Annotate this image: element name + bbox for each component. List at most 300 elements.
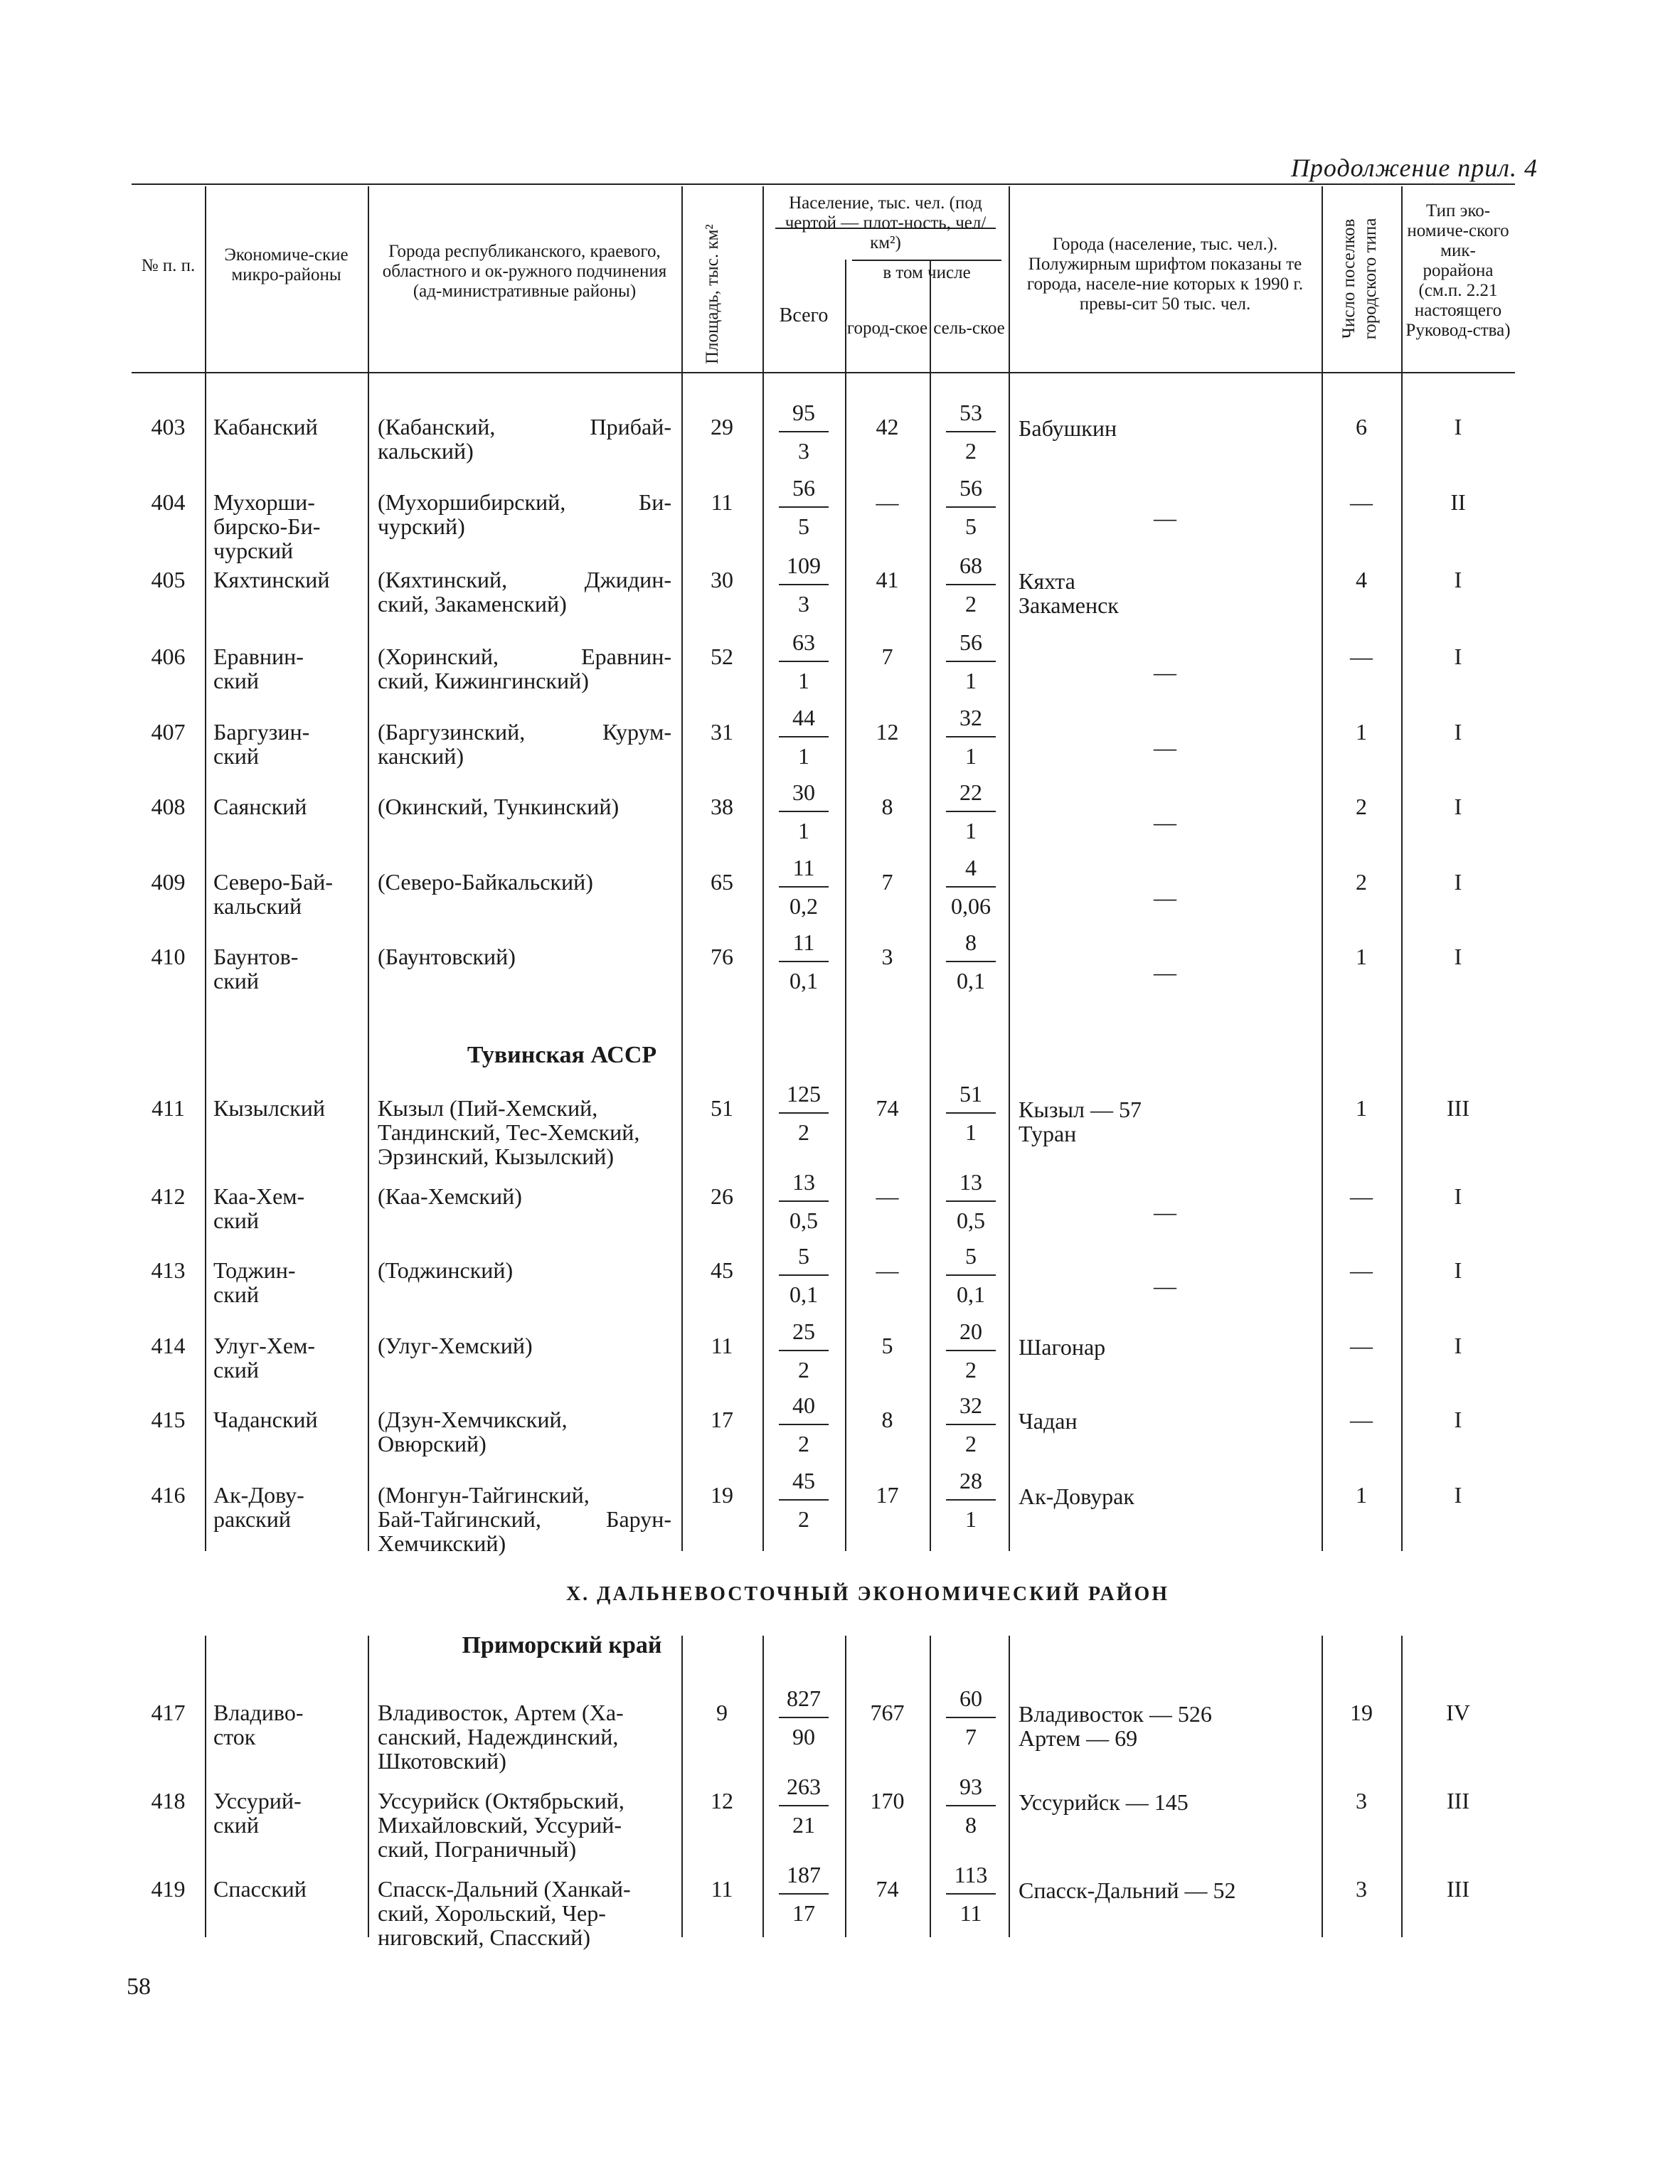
fraction-bar — [779, 1499, 829, 1501]
rural-density: 11 — [959, 1900, 982, 1926]
microdistrict-type: I — [1454, 567, 1462, 592]
settlements-count: 3 — [1356, 1876, 1367, 1902]
area-value: 11 — [711, 1876, 733, 1902]
rural-population-fraction — [932, 1169, 1010, 1233]
column-rule — [762, 1636, 764, 1937]
rural-density: 0,1 — [957, 1282, 985, 1307]
population-total: 263 — [787, 1774, 821, 1799]
settlements-count: 2 — [1356, 794, 1367, 819]
cities-line-justified — [378, 1506, 671, 1532]
town-name: Чадан — [1019, 1408, 1078, 1434]
rural-population-fraction — [932, 1081, 1010, 1145]
cities-word: Джидин- — [584, 567, 671, 592]
settlements-count: 19 — [1350, 1700, 1373, 1725]
fraction-bar — [779, 1274, 829, 1276]
population-total: 45 — [792, 1468, 815, 1493]
total-population-fraction — [765, 1243, 843, 1307]
fraction-bar — [946, 886, 996, 888]
settlements-count: 2 — [1356, 869, 1367, 895]
cities-line: (Баунтовский) — [378, 944, 516, 969]
row-number: 411 — [151, 1095, 185, 1121]
column-rule — [930, 260, 931, 1551]
population-density: 2 — [798, 1357, 809, 1383]
row-number: 405 — [151, 567, 186, 592]
microdistrict-type: I — [1454, 794, 1462, 819]
fraction-bar — [779, 1350, 829, 1351]
total-population-fraction — [765, 1319, 843, 1383]
micro-district-name: Каа-Хем- — [213, 1183, 305, 1209]
cities-line: ский, Хорольский, Чер- — [378, 1900, 606, 1926]
microdistrict-type: I — [1454, 1407, 1462, 1432]
urban-population: 74 — [876, 1095, 899, 1121]
town-name: — — [1154, 1199, 1176, 1225]
fraction-bar — [946, 1200, 996, 1202]
cities-line-justified — [378, 414, 671, 440]
rural-population: 56 — [959, 629, 982, 655]
town-name: Шагонар — [1019, 1334, 1106, 1360]
fraction-bar — [779, 584, 829, 585]
cities-line: канский) — [378, 743, 464, 769]
area-value: 29 — [711, 414, 733, 440]
header-population: Население, тыс. чел. (под чертой — плот-ность, чел/км²) — [785, 193, 987, 252]
urban-population: 12 — [876, 719, 899, 745]
row-number: 404 — [151, 489, 186, 515]
settlements-count: 3 — [1356, 1788, 1367, 1813]
row-number: 410 — [151, 944, 186, 969]
fraction-bar — [779, 1717, 829, 1718]
fraction-bar — [779, 886, 829, 888]
town-name: — — [1154, 505, 1176, 531]
row-number: 415 — [151, 1407, 186, 1432]
rural-population: 5 — [965, 1243, 977, 1269]
settlements-count: 1 — [1356, 944, 1367, 969]
town-name: Ак-Довурак — [1019, 1483, 1134, 1509]
population-density: 1 — [798, 743, 809, 769]
rural-population: 113 — [954, 1862, 988, 1887]
row-number: 416 — [151, 1482, 186, 1508]
town-name: — — [1154, 959, 1176, 985]
total-population-fraction — [765, 1862, 843, 1926]
micro-district-name: ский — [213, 1357, 259, 1383]
town-name: Владивосток — 526 — [1019, 1701, 1212, 1727]
micro-district-name: Ак-Дову- — [213, 1482, 304, 1508]
micro-district-name: Уссурий- — [213, 1788, 302, 1813]
header-cities: Города республиканского, краевого, областного и ок-ружного подчинения (ад-министративные районы) — [382, 242, 667, 301]
settlements-count: 1 — [1356, 1482, 1367, 1508]
row-number: 412 — [151, 1183, 186, 1209]
urban-population: 8 — [881, 794, 893, 819]
population-total: 13 — [792, 1169, 815, 1195]
cities-word: Прибай- — [590, 414, 671, 440]
micro-district-name: ский — [213, 1282, 259, 1307]
rural-population-fraction — [932, 929, 1010, 994]
fraction-bar — [946, 1350, 996, 1351]
micro-district-name: Спасский — [213, 1876, 307, 1902]
population-density: 3 — [798, 591, 809, 617]
column-rule — [762, 186, 764, 1551]
rural-population: 4 — [965, 855, 977, 880]
rural-population: 32 — [959, 1392, 982, 1418]
urban-population: — — [876, 489, 899, 515]
population-density: 0,2 — [790, 893, 818, 919]
cities-line: Владивосток, Артем (Ха- — [378, 1700, 624, 1725]
micro-district-name: ский — [213, 968, 259, 994]
rural-population-fraction — [932, 629, 1010, 693]
settlements-count: 1 — [1356, 719, 1367, 745]
header-micro-districts: Экономиче-ские микро-районы — [224, 245, 349, 284]
rural-population: 8 — [965, 929, 977, 955]
micro-district-name: Кызылский — [213, 1095, 325, 1121]
area-value: 31 — [711, 719, 733, 745]
microdistrict-type: III — [1447, 1095, 1469, 1121]
area-value: 52 — [711, 644, 733, 669]
column-rule — [368, 1636, 369, 1937]
cities-line: (Северо-Байкальский) — [378, 869, 593, 895]
area-value: 19 — [711, 1482, 733, 1508]
area-value: 17 — [711, 1407, 733, 1432]
micro-district-name: кальский — [213, 893, 302, 919]
cities-word: (Баргузинский, — [378, 719, 526, 745]
region-title-primorye: Приморский край — [462, 1632, 662, 1658]
population-total: 11 — [792, 929, 815, 955]
total-population-fraction — [765, 1169, 843, 1233]
micro-district-name: Саянский — [213, 794, 307, 819]
rural-population-fraction — [932, 475, 1010, 539]
urban-population: 767 — [870, 1700, 905, 1725]
rural-density: 0,5 — [957, 1208, 985, 1233]
area-value: 11 — [711, 489, 733, 515]
rural-population-fraction — [932, 553, 1010, 617]
micro-district-name: Улуг-Хем- — [213, 1333, 316, 1358]
rural-population: 20 — [959, 1319, 982, 1344]
rural-population: 22 — [959, 779, 982, 805]
fraction-bar — [779, 1112, 829, 1114]
rural-population: 51 — [959, 1081, 982, 1107]
column-rule — [368, 186, 369, 1551]
cities-word: Бай-Тайгинский, — [378, 1506, 541, 1532]
settlements-count: 6 — [1356, 414, 1367, 440]
rural-population: 32 — [959, 705, 982, 730]
microdistrict-type: I — [1454, 944, 1462, 969]
rural-density: 2 — [965, 1357, 977, 1383]
header-number: № п. п. — [141, 256, 196, 275]
rural-density: 1 — [965, 1506, 977, 1532]
rural-population-fraction — [932, 1468, 1010, 1532]
total-population-fraction — [765, 779, 843, 843]
area-value: 76 — [711, 944, 733, 969]
rural-population: 68 — [959, 553, 982, 578]
cities-line: Спасск-Дальний (Ханкай- — [378, 1876, 631, 1902]
microdistrict-type: I — [1454, 1333, 1462, 1358]
microdistrict-type: I — [1454, 1257, 1462, 1283]
cities-word: (Мухоршибирский, — [378, 489, 566, 515]
micro-district-name: Чаданский — [213, 1407, 318, 1432]
population-density: 21 — [792, 1812, 815, 1838]
area-value: 11 — [711, 1333, 733, 1358]
fraction-bar — [779, 1200, 829, 1202]
microdistrict-type: I — [1454, 414, 1462, 440]
fraction-bar — [946, 1893, 996, 1895]
fraction-bar — [946, 1499, 996, 1501]
total-population-fraction — [765, 1774, 843, 1838]
cities-line: Кызыл (Пий-Хемский, — [378, 1095, 598, 1121]
urban-population: 74 — [876, 1876, 899, 1902]
area-value: 65 — [711, 869, 733, 895]
population-density: 0,5 — [790, 1208, 818, 1233]
micro-district-name: Северо-Бай- — [213, 869, 334, 895]
population-density: 0,1 — [790, 968, 818, 994]
micro-district-name: Владиво- — [213, 1700, 304, 1725]
rural-density: 2 — [965, 1431, 977, 1456]
fraction-bar — [946, 506, 996, 508]
population-density: 17 — [792, 1900, 815, 1926]
rural-population-fraction — [932, 400, 1010, 464]
cities-line: Эрзинский, Кызылский) — [378, 1144, 615, 1169]
fraction-bar — [946, 661, 996, 662]
rural-population: 56 — [959, 475, 982, 501]
rural-population: 13 — [959, 1169, 982, 1195]
cities-line: (Окинский, Тункинский) — [378, 794, 620, 819]
row-number: 408 — [151, 794, 186, 819]
cities-line: (Тоджинский) — [378, 1257, 514, 1283]
fraction-bar — [779, 961, 829, 962]
cities-line: Михайловский, Уссурий- — [378, 1812, 622, 1838]
column-rule — [930, 1636, 931, 1937]
town-name: Уссурийск — 145 — [1019, 1789, 1189, 1815]
header-towns: Города (население, тыс. чел.). Полужирным шрифтом показаны те города, населе-ние которых к 1990 г. превы-сит 50 тыс. чел. — [1026, 235, 1304, 314]
total-population-fraction — [765, 1468, 843, 1532]
settlements-count: 1 — [1356, 1095, 1367, 1121]
region-title-tuva: Тувинская АССР — [467, 1042, 657, 1068]
microdistrict-type: III — [1447, 1788, 1469, 1813]
total-population-fraction — [765, 929, 843, 994]
population-density: 3 — [798, 438, 809, 464]
urban-population: 17 — [876, 1482, 899, 1508]
header-including: в том числе — [883, 263, 971, 282]
row-number: 407 — [151, 719, 186, 745]
row-number: 418 — [151, 1788, 186, 1813]
fraction-bar — [946, 1274, 996, 1276]
urban-population: — — [876, 1183, 899, 1209]
micro-district-name: Баунтов- — [213, 944, 299, 969]
cities-line: (Дзун-Хемчикский, — [378, 1407, 568, 1432]
cities-line: ниговский, Спасский) — [378, 1924, 591, 1950]
rural-density: 2 — [965, 438, 977, 464]
population-density: 2 — [798, 1119, 809, 1145]
fraction-bar — [779, 1893, 829, 1895]
cities-line: санский, Надеждинский, — [378, 1724, 619, 1749]
town-name: Кызыл — 57 — [1019, 1097, 1142, 1122]
settlements-count: — — [1350, 489, 1373, 515]
microdistrict-type: I — [1454, 1482, 1462, 1508]
rural-population-fraction — [932, 1685, 1010, 1749]
fraction-bar — [946, 1112, 996, 1114]
rural-density: 8 — [965, 1812, 977, 1838]
rural-population-fraction — [932, 705, 1010, 769]
micro-district-name: сток — [213, 1724, 256, 1749]
total-population-fraction — [765, 629, 843, 693]
area-value: 9 — [716, 1700, 728, 1725]
rural-density: 1 — [965, 1119, 977, 1145]
cities-line: кальский) — [378, 438, 474, 464]
microdistrict-type: I — [1454, 719, 1462, 745]
cities-line-justified — [378, 489, 671, 515]
population-total: 40 — [792, 1392, 815, 1418]
cities-word: Еравнин- — [581, 644, 671, 669]
header-rural: сель-ское — [933, 319, 1005, 338]
fraction-bar — [779, 736, 829, 737]
area-value: 38 — [711, 794, 733, 819]
town-name: — — [1154, 735, 1176, 760]
rural-density: 0,1 — [957, 968, 985, 994]
rural-density: 1 — [965, 668, 977, 693]
row-number: 413 — [151, 1257, 186, 1283]
rural-population: 60 — [959, 1685, 982, 1711]
header-area: Площадь, тыс. км² — [703, 224, 722, 364]
column-rule — [205, 186, 206, 1551]
microdistrict-type: I — [1454, 869, 1462, 895]
rural-population-fraction — [932, 1774, 1010, 1838]
header-total: Всего — [779, 304, 829, 326]
urban-population: 7 — [881, 869, 893, 895]
urban-population: 8 — [881, 1407, 893, 1432]
population-total: 11 — [792, 855, 815, 880]
fraction-bar — [946, 736, 996, 737]
fraction-bar — [946, 961, 996, 962]
fraction-bar — [946, 584, 996, 585]
town-name: — — [1154, 1273, 1176, 1299]
population-total: 5 — [798, 1243, 809, 1269]
town-name: Туран — [1019, 1121, 1077, 1146]
town-name: Бабушкин — [1019, 415, 1117, 441]
rural-population-fraction — [932, 855, 1010, 919]
microdistrict-type: II — [1450, 489, 1466, 515]
fraction-bar — [779, 661, 829, 662]
row-number: 406 — [151, 644, 186, 669]
settlements-count: — — [1350, 1333, 1373, 1358]
fraction-bar — [946, 431, 996, 432]
fraction-bar — [946, 811, 996, 812]
population-density: 2 — [798, 1506, 809, 1532]
total-population-fraction — [765, 855, 843, 919]
cities-word: (Кяхтинский, — [378, 567, 508, 592]
cities-line: (Улуг-Хемский) — [378, 1333, 533, 1358]
micro-district-name: ский — [213, 668, 259, 693]
header-settlements: Число поселков городского типа — [1339, 218, 1380, 340]
row-number: 414 — [151, 1333, 186, 1358]
area-value: 12 — [711, 1788, 733, 1813]
microdistrict-type: I — [1454, 1183, 1462, 1209]
fraction-bar — [779, 506, 829, 508]
rural-population: 93 — [959, 1774, 982, 1799]
rural-density: 2 — [965, 591, 977, 617]
header-type: Тип эко-номиче-ского мик-рорайона (см.п. 2.21 настоящего Руковод-ства) — [1405, 201, 1511, 340]
urban-population: 42 — [876, 414, 899, 440]
rural-population: 28 — [959, 1468, 982, 1493]
rural-population-fraction — [932, 1392, 1010, 1456]
cities-line: ский, Закаменский) — [378, 591, 567, 617]
micro-district-name: Мухорши- — [213, 489, 315, 515]
population-total: 827 — [787, 1685, 821, 1711]
cities-line-justified — [378, 644, 671, 669]
cities-word: Барун- — [606, 1506, 671, 1532]
fraction-bar — [946, 1424, 996, 1425]
cities-word: Курум- — [602, 719, 671, 745]
micro-district-name: ракский — [213, 1506, 291, 1532]
total-population-fraction — [765, 1685, 843, 1749]
cities-line: (Каа-Хемский) — [378, 1183, 522, 1209]
town-name: Артем — 69 — [1019, 1725, 1138, 1751]
total-population-fraction — [765, 475, 843, 539]
population-total: 56 — [792, 475, 815, 501]
area-value: 30 — [711, 567, 733, 592]
rural-population: 53 — [959, 400, 982, 425]
settlements-count: — — [1350, 1183, 1373, 1209]
micro-district-name: ский — [213, 1812, 259, 1838]
urban-population: 7 — [881, 644, 893, 669]
population-density: 0,1 — [790, 1282, 818, 1307]
rural-density: 5 — [965, 513, 977, 539]
cities-line-justified — [378, 719, 671, 745]
section-title-far-east: X. ДАЛЬНЕВОСТОЧНЫЙ ЭКОНОМИЧЕСКИЙ РАЙОН — [565, 1583, 1170, 1605]
fraction-bar — [779, 811, 829, 812]
rural-population-fraction — [932, 779, 1010, 843]
area-value: 51 — [711, 1095, 733, 1121]
town-name: — — [1154, 885, 1176, 910]
microdistrict-type: I — [1454, 644, 1462, 669]
micro-district-name: Баргузин- — [213, 719, 310, 745]
incl-subheader-rule — [852, 260, 1001, 261]
micro-district-name: Кабанский — [213, 414, 318, 440]
row-number: 409 — [151, 869, 186, 895]
cities-line: (Монгун-Тайгинский, — [378, 1482, 590, 1508]
cities-word: Би- — [638, 489, 671, 515]
total-population-fraction — [765, 705, 843, 769]
rural-population-fraction — [932, 1319, 1010, 1383]
town-name: — — [1154, 659, 1176, 685]
fraction-bar — [779, 431, 829, 432]
rural-density: 7 — [965, 1724, 977, 1749]
town-name: — — [1154, 809, 1176, 835]
population-total: 125 — [787, 1081, 821, 1107]
population-total: 30 — [792, 779, 815, 805]
microdistrict-type: IV — [1446, 1700, 1470, 1725]
micro-district-name: Тоджин- — [213, 1257, 296, 1283]
total-population-fraction — [765, 1392, 843, 1456]
town-name: Закаменск — [1019, 592, 1119, 618]
settlements-count: — — [1350, 1257, 1373, 1283]
micro-district-name: чурский — [213, 538, 294, 563]
settlements-count: — — [1350, 1407, 1373, 1432]
row-number: 419 — [151, 1876, 186, 1902]
population-total: 44 — [792, 705, 815, 730]
town-name: Спасск-Дальний — 52 — [1019, 1877, 1236, 1903]
urban-population: 170 — [870, 1788, 905, 1813]
fraction-bar — [946, 1717, 996, 1718]
urban-population: — — [876, 1257, 899, 1283]
urban-population: 3 — [881, 944, 893, 969]
row-number: 403 — [151, 414, 186, 440]
microdistrict-type: III — [1447, 1876, 1469, 1902]
rural-density: 1 — [965, 743, 977, 769]
micro-district-name: Кяхтинский — [213, 567, 330, 592]
micro-district-name: ский — [213, 743, 259, 769]
micro-district-name: ский — [213, 1208, 259, 1233]
rural-population-fraction — [932, 1862, 1010, 1926]
row-number: 417 — [151, 1700, 186, 1725]
population-density: 90 — [792, 1724, 815, 1749]
area-value: 45 — [711, 1257, 733, 1283]
